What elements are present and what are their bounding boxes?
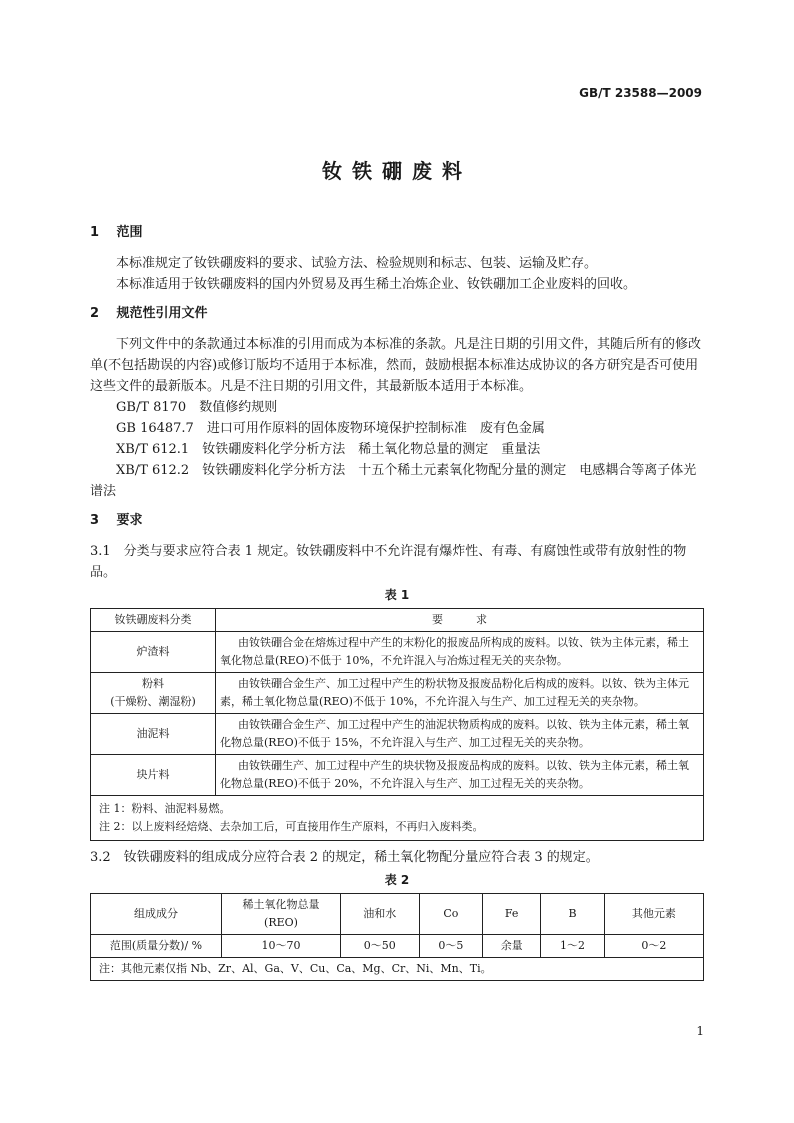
table-header-row [91, 894, 704, 935]
table-cell: 1～2 [541, 935, 605, 958]
table-header-cell: 要 求 [216, 609, 704, 632]
section-1-title: 范围 [116, 225, 143, 240]
table-header-cell [222, 894, 341, 935]
table-header-cell: 其他元素 [604, 894, 703, 935]
category-subname: (干燥粉、潮湿粉) [110, 695, 196, 708]
table-row [91, 935, 704, 958]
category-name: 粉料 [142, 677, 164, 690]
reference-item: XB/T 612.2 钕铁硼废料化学分析方法 十五个稀土元素氧化物配分量的测定 电感耦合等离子体光谱法 [90, 463, 697, 499]
section-1-number: 1 [90, 225, 100, 240]
section-3-heading [90, 510, 704, 531]
table-1 [90, 608, 704, 841]
reference-item: XB/T 612.1 钕铁硼废料化学分析方法 稀土氧化物总量的测定 重量法 [116, 442, 541, 457]
table-header-cell: 组成成分 [91, 894, 222, 935]
table-cell: 10～70 [222, 935, 341, 958]
requirement-cell: 由钕铁硼生产、加工过程中产生的块状物及报废品构成的废料。以钕、铁为主体元素，稀土氧化物总量(REO)不低于 20%，不允许混入与生产、加工过程无关的夹杂物。 [216, 755, 704, 796]
table-header-row [91, 609, 704, 632]
table-2 [90, 893, 704, 981]
table-row [91, 755, 704, 796]
requirement-cell: 由钕铁硼合金生产、加工过程中产生的油泥状物质构成的废料。以钕、铁为主体元素，稀土氧化物总量(REO)不低于 15%，不允许混入与生产、加工过程无关的夹杂物。 [216, 714, 704, 755]
section-2-intro: 下列文件中的条款通过本标准的引用而成为本标准的条款。凡是注日期的引用文件，其随后所有的修改单(不包括勘误的内容)或修订版均不适用于本标准，然而，鼓励根据本标准达成协议的各方研究是否可使用这些文件的最新版本。凡是不注日期的引用文件，其最新版本适用于本标准。 [90, 337, 702, 394]
table-cell: 0～5 [419, 935, 483, 958]
category-cell [91, 632, 216, 673]
table-note: 注：其他元素仅指 Nb、Zr、Al、Ga、V、Cu、Ca、Mg、Cr、Ni、Mn、Ti。 [91, 958, 704, 981]
page-number: 1 [696, 1024, 704, 1038]
table-note-row [91, 796, 704, 841]
table-cell: 0～2 [604, 935, 703, 958]
table-note: 注 2：以上废料经焙烧、去杂加工后，可直接用作生产原料，不再归入废料类。 [99, 820, 484, 833]
table-notes [91, 796, 704, 841]
section-2-heading [90, 303, 704, 324]
requirement-cell: 由钕铁硼合金在熔炼过程中产生的末粉化的报废品所构成的废料。以钕、铁为主体元素，稀土氧化物总量(REO)不低于 10%，不允许混入与冶炼过程无关的夹杂物。 [216, 632, 704, 673]
category-cell [91, 673, 216, 714]
document-title: 钕铁硼废料 [322, 159, 472, 183]
table-cell: 余量 [483, 935, 541, 958]
table-header-cell: Fe [483, 894, 541, 935]
section-2-number: 2 [90, 306, 100, 321]
reference-item: GB/T 8170 数值修约规则 [116, 400, 278, 415]
table-1-caption: 表 1 [384, 588, 410, 602]
reference-item: GB 16487.7 进口可用作原料的固体废物环境保护控制标准 废有色金属 [116, 421, 545, 436]
category-name: 油泥料 [136, 727, 170, 740]
clause-3-2: 3.2 钕铁硼废料的组成成分应符合表 2 的规定，稀土氧化物配分量应符合表 3 的规定。 [90, 850, 599, 865]
table-header-cell: B [541, 894, 605, 935]
requirement-cell: 由钕铁硼合金生产、加工过程中产生的粉状物及报废品粉化后构成的废料。以钕、铁为主体元素，稀土氧化物总量(REO)不低于 10%，不允许混入与生产、加工过程无关的夹杂物。 [216, 673, 704, 714]
table-cell: 0～50 [341, 935, 420, 958]
table-header-cell: Co [419, 894, 483, 935]
section-3-title: 要求 [116, 513, 143, 528]
section-1-para-1: 本标准规定了钕铁硼废料的要求、试验方法、检验规则和标志、包装、运输及贮存。 [116, 256, 598, 271]
section-1-heading [90, 222, 704, 243]
section-1-para-2: 本标准适用于钕铁硼废料的国内外贸易及再生稀土冶炼企业、钕铁硼加工企业废料的回收。 [116, 277, 637, 292]
section-3-number: 3 [90, 513, 100, 528]
header-line: 稀土氧化物总量 [242, 898, 320, 911]
section-2-title: 规范性引用文件 [116, 306, 208, 321]
document-body [90, 222, 704, 981]
table-header-cell: 油和水 [341, 894, 420, 935]
clause-3-1: 3.1 分类与要求应符合表 1 规定。钕铁硼废料中不允许混有爆炸性、有毒、有腐蚀性或带有放射性的物品。 [90, 544, 687, 580]
category-name: 炉渣料 [136, 645, 170, 658]
table-row [91, 632, 704, 673]
header-line: (REO) [264, 916, 298, 929]
category-cell [91, 755, 216, 796]
category-name: 块片料 [136, 768, 170, 781]
table-note-row [91, 958, 704, 981]
category-cell [91, 714, 216, 755]
table-note: 注 1：粉料、油泥料易燃。 [99, 802, 231, 815]
table-row [91, 673, 704, 714]
standard-number: GB/T 23588—2009 [579, 86, 702, 100]
table-cell: 范围(质量分数)/ % [91, 935, 222, 958]
table-2-caption: 表 2 [384, 873, 410, 887]
table-header-cell: 钕铁硼废料分类 [91, 609, 216, 632]
table-row [91, 714, 704, 755]
